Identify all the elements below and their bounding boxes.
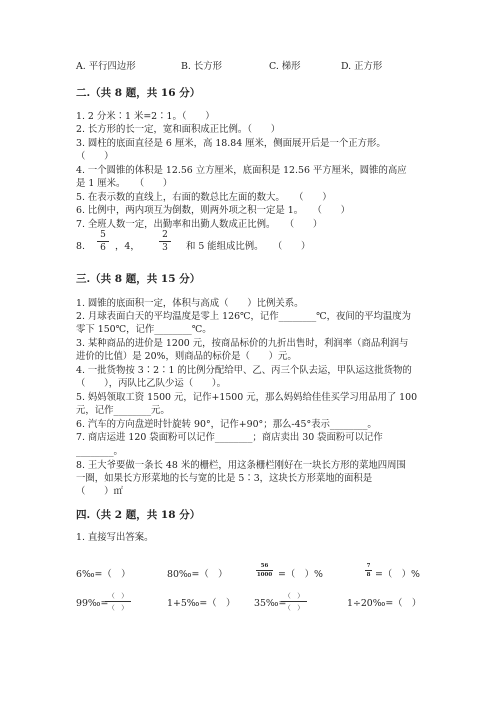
fraction-5-6: [97, 230, 109, 253]
fraction-56-1000: [256, 563, 273, 578]
s3-line: （ ）㎡: [76, 486, 123, 497]
s2-line: 6. 比例中，两内项互为倒数，则两外项之积一定是 1。 （ ）: [76, 205, 350, 216]
s2-line: 7. 全班人数一定，出勤率和出勤人数成正比例。 （ ）: [76, 219, 323, 230]
section3-heading: 三.（共 8 题，共 15 分）: [76, 273, 201, 285]
fraction-blank: [105, 591, 131, 612]
s3-line: 3. 某种商品的进价是 1200 元，按商品标价的九折出售时，利润率（商品利润与: [76, 338, 409, 349]
calc-35-permille: 35‰=: [254, 598, 287, 609]
fraction-numerator: （ ）: [108, 592, 128, 600]
fraction-numerator: 5: [100, 230, 106, 240]
fraction-blank: [281, 591, 307, 612]
s2-q8-number: 8.: [76, 241, 85, 252]
calc-80-permille: 80‰=（ ）: [167, 569, 228, 580]
fraction-numerator: （ ）: [284, 592, 304, 600]
s3-line: 7. 商店运进 120 袋面粉可以记作________；商店卖出 30 袋面粉可以记作: [76, 432, 383, 443]
fraction-numerator: 2: [162, 230, 168, 240]
calc-56-1000-tail: =（ ）%: [278, 569, 323, 580]
s3-line: （ ），丙队比乙队少运（ ）。: [76, 378, 226, 389]
s3-line: 5. 妈妈领取工资 1500 元，记作+1500 元，那么妈妈给佳佳买学习用品用了 100: [76, 392, 418, 403]
s3-line: 元，记作________元。: [76, 405, 170, 416]
s2-line: 3. 圆柱的底面直径是 6 厘米，高 18.84 厘米，侧面展开后是一个正方形。: [76, 138, 386, 149]
fraction-7-8: [365, 563, 372, 578]
s2-line: 1. 2 分米∶1 米=2∶1。（ ）: [76, 111, 215, 122]
calc-6-permille: 6‰=（ ）: [76, 569, 131, 580]
fraction-2-3: [159, 230, 171, 253]
s2-line: 5. 在表示数的直线上，右面的数总比左面的数大。 （ ）: [76, 192, 332, 203]
s3-line: ________。: [76, 446, 123, 457]
fraction-denominator: 1000: [256, 572, 273, 578]
option-c: C. 梯形: [269, 61, 301, 72]
s3-line: 零下 150℃，记作________℃。: [76, 324, 212, 335]
s2-line: 4. 一个圆锥的体积是 12.56 立方厘米，底面积是 12.56 平方厘米，圆锥的高应: [76, 165, 407, 176]
calc-1-div-20-permille: 1÷20‰=（ ）: [347, 598, 422, 609]
fraction-denominator: 3: [162, 243, 168, 253]
s3-line: 8. 王大爷要做一条长 48 米的栅栏，用这条栅栏刚好在一块长方形的菜地四周围: [76, 460, 406, 471]
s3-line: 进价的比值）是 20%，则商品的标价是（ ）元。: [76, 351, 297, 362]
section2-heading: 二.（共 8 题，共 16 分）: [76, 87, 201, 99]
fraction-denominator: 8: [366, 572, 371, 578]
option-b: B. 长方形: [181, 61, 222, 72]
calc-99-permille: 99‰=: [76, 598, 109, 609]
s3-line: 1. 圆锥的底面积一定，体积与高成（ ）比例关系。: [76, 298, 304, 309]
s2-line: 是 1 厘米。 （ ）: [76, 178, 173, 189]
section4-heading: 四.（共 2 题，共 18 分）: [76, 509, 201, 521]
fraction-numerator: 56: [260, 563, 269, 569]
fraction-denominator: 6: [100, 243, 106, 253]
s3-line: 一圈，如果长方形菜地的长与宽的比是 5∶3，这块长方形菜地的面积是: [76, 473, 373, 484]
calc-1-plus-5-permille: 1+5‰=（ ）: [167, 598, 236, 609]
s3-line: 4. 一批货物按 3∶2∶1 的比例分配给甲、乙、丙三个队去运，甲队运这批货物的: [76, 365, 412, 376]
s3-line: 2. 月球表面白天的平均温度是零上 126℃，记作________℃，夜间的平均温度为: [76, 311, 412, 322]
option-a: A. 平行四边形: [76, 61, 136, 72]
section4-intro: 1. 直接写出答案。: [76, 532, 154, 543]
s2-line: （ ）: [76, 151, 114, 162]
s2-q8-sep: ，4，: [115, 241, 140, 252]
fraction-denominator: （ ）: [284, 604, 304, 612]
s2-q8-tail: 和 5 能组成比例。 （ ）: [186, 241, 311, 252]
s3-line: 6. 汽车的方向盘逆时针旋转 90°，记作+90°；那么-45°表示________。: [76, 419, 377, 430]
option-d: D. 正方形: [341, 61, 383, 72]
fraction-numerator: 7: [366, 563, 371, 569]
s2-line: 2. 长方形的长一定，宽和面积成正比例。（ ）: [76, 124, 281, 135]
calc-7-8-tail: =（ ）%: [375, 569, 420, 580]
fraction-denominator: （ ）: [108, 604, 128, 612]
